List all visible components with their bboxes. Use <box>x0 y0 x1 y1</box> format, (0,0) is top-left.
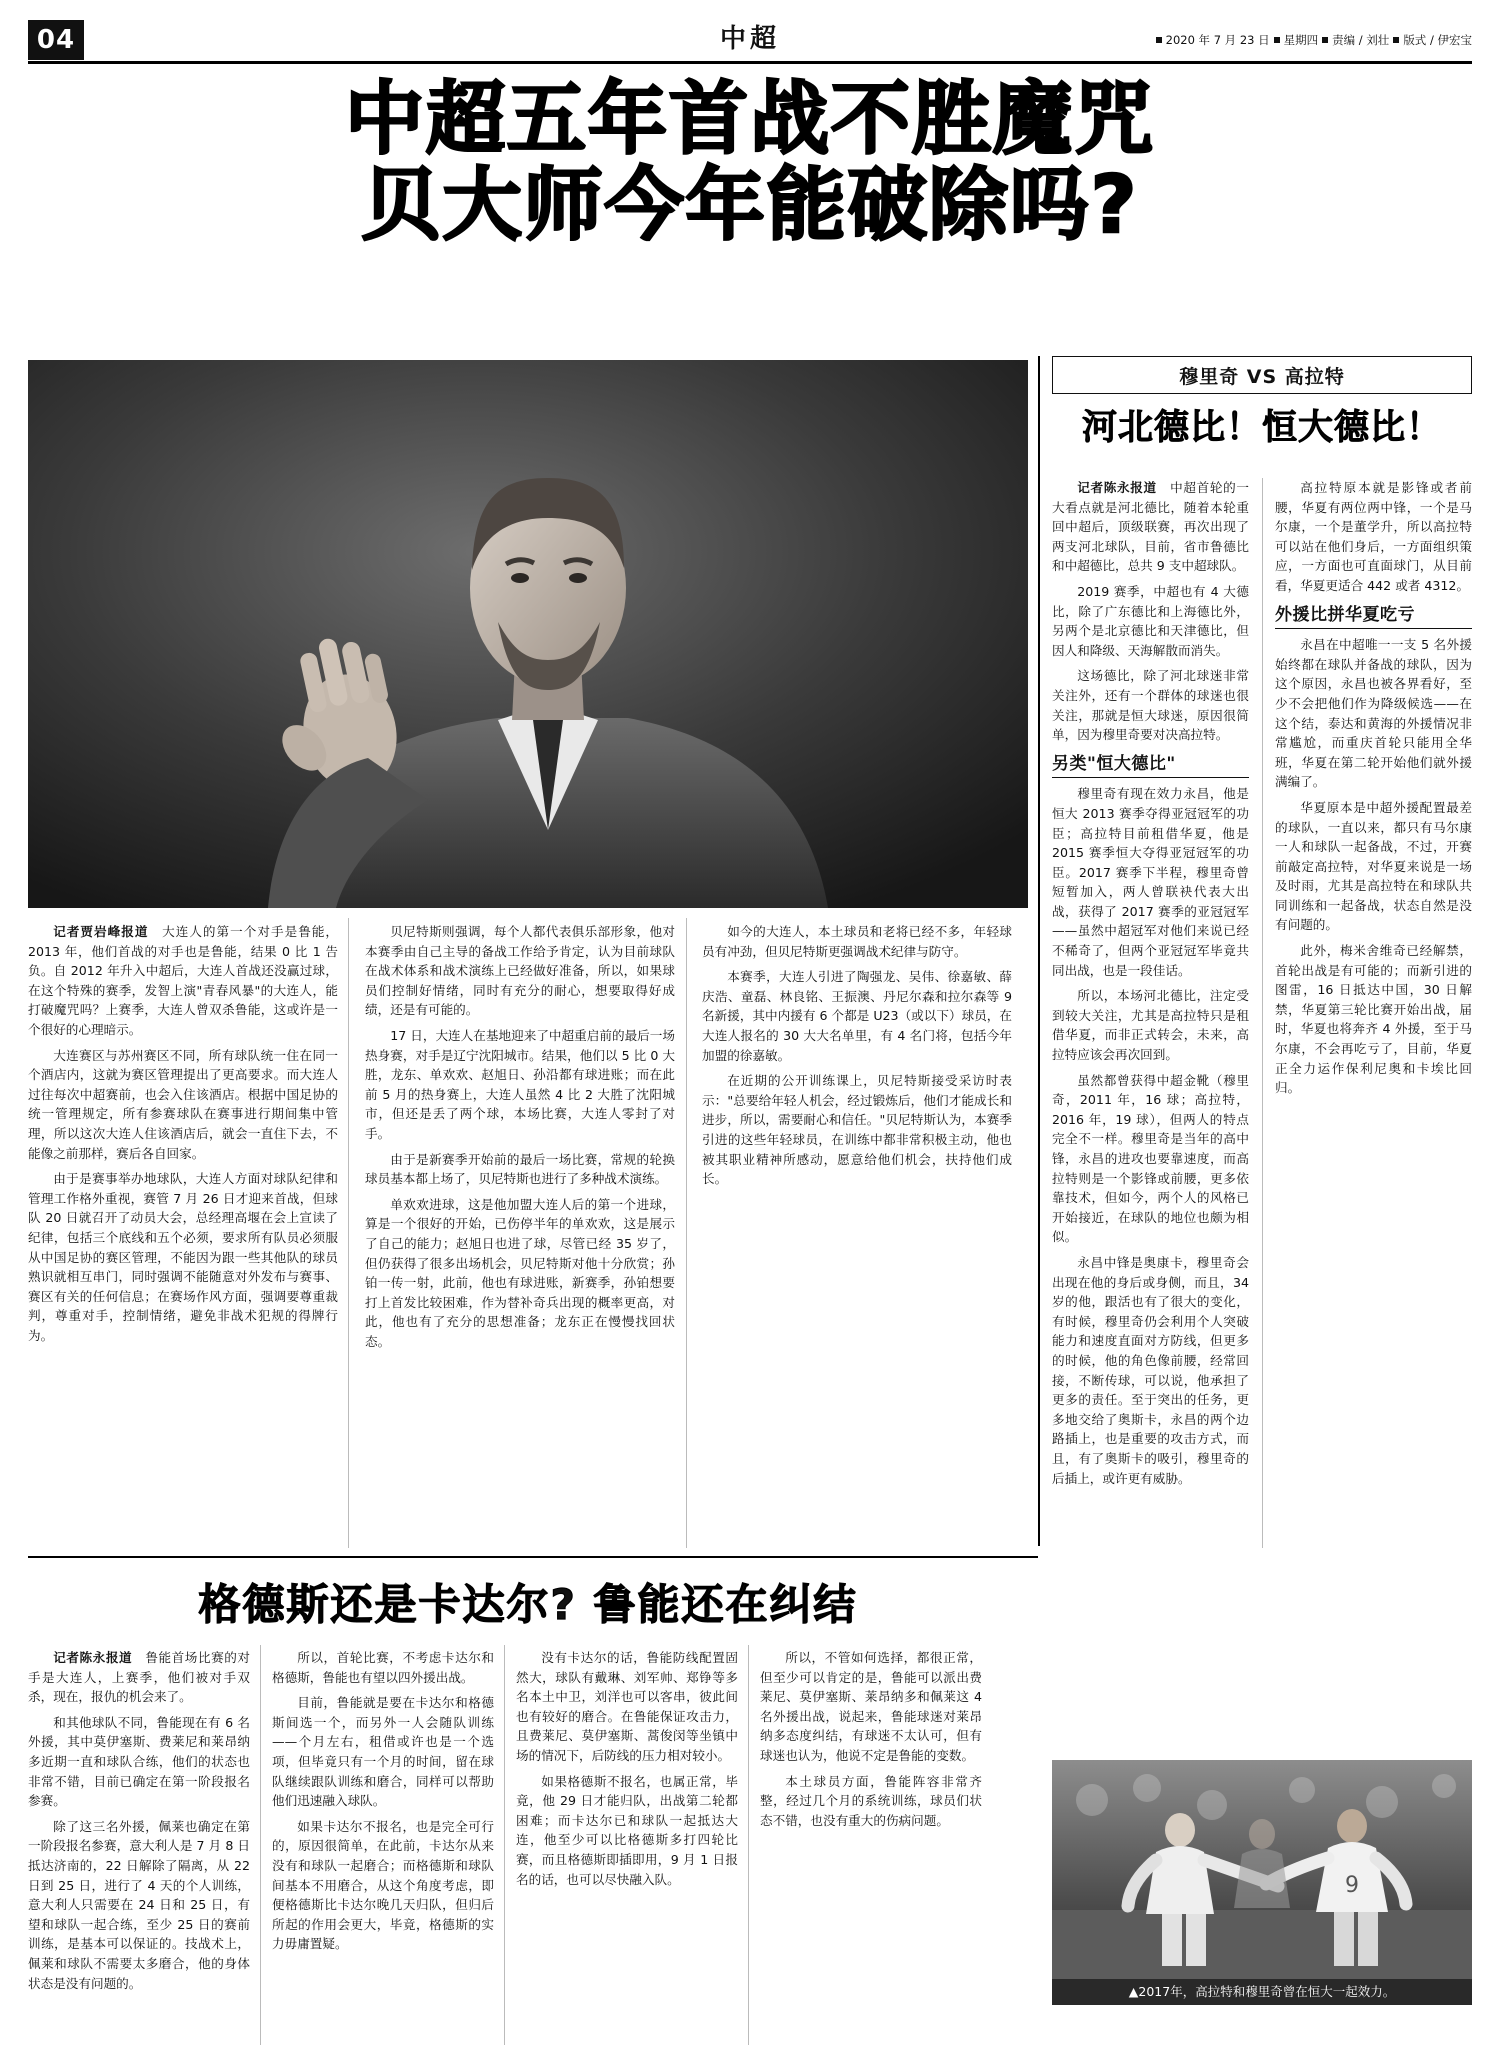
paragraph: 贝尼特斯则强调，每个人都代表俱乐部形象，他对本赛季由自己主导的备战工作给予肯定，认为目前球队在战术体系和战术演练上已经做好准备，所以，如果球员们控制好情绪，同时有充分的耐心，想要取得好成绩，还是有可能的。 <box>365 924 675 1018</box>
bottom-article-col-3 <box>516 1648 738 2048</box>
column-rule-right <box>1038 356 1040 1546</box>
sidebar-headline: 河北德比！恒大德比！ <box>1081 408 1442 448</box>
column-rule-2 <box>686 918 687 1548</box>
paragraph: 永昌在中超唯一一支 5 名外援始终都在球队并备战的球队，因为这个原因，永昌也被各界看好，至少不会把他们作为降级候选——在这个结，泰达和黄海的外援情况非常尴尬，而重庆首轮只能用全华班，华夏在第二轮开始他们就外援满编了。 <box>1275 637 1472 790</box>
masthead <box>28 20 1472 62</box>
bottom-article-col-1 <box>28 1648 250 2048</box>
photo-caption-overlay: ▲2017年，高拉特和穆里奇曾在恒大一起效力。 <box>1052 1979 1472 2005</box>
meta-date: 2020 年 7 月 23 日 <box>1165 33 1270 47</box>
paragraph: 穆里奇有现在效力永昌，他是恒大 2013 赛季夺得亚冠冠军的功臣；高拉特目前租借华夏，他是 2015 赛季恒大夺得亚冠冠军的功臣。2017 赛季下半程，穆里奇曾短暂加入，两人曾联袂代表大出战，获得了 2017 赛季的亚冠冠军——虽然中超冠军对他们来说已经不稀奇了，但两个亚冠冠军毕竟共同出战，也是一段佳话。 <box>1052 786 1249 978</box>
square-bullet-icon <box>1274 37 1280 43</box>
bottom-article-col-2 <box>272 1648 494 2048</box>
paragraph: 虽然都曾获得中超金靴（穆里奇，2011 年，16 球；高拉特，2016 年，19 球），但两人的特点完全不一样。穆里奇是当年的高中锋，永昌的进攻也要靠速度，而高拉特则是一个影锋或前腰，更多依靠技术，但如今，两个人的风格已开始接近，在球队的地位也颇为相似。 <box>1052 1072 1249 1245</box>
bottom-column-rule-3 <box>748 1645 749 2045</box>
meta-editor: 责编 / 刘壮 <box>1332 33 1390 47</box>
paragraph: 所以，不管如何选择，都很正常，但至少可以肯定的是，鲁能可以派出费莱尼、莫伊塞斯、莱昂纳多和佩莱这 4 名外援出战，说起来，鲁能球迷对莱昂纳多态度纠结，有球迷不太认可，但有球迷也认为，他说不定是鲁能的变数。 <box>760 1650 982 1763</box>
paragraph: 华夏原本是中超外援配置最差的球队，一直以来，都只有马尔康一人和球队一起备战，不过，开赛前敲定高拉特，对华夏来说是一场及时雨，尤其是高拉特在和球队共同训练和一起备战，状态自然是没有问题的。 <box>1275 799 1472 933</box>
paragraph: 大连赛区与苏州赛区不同，所有球队统一住在同一个酒店内，这就为赛区管理提出了更高要求。而大连人过往每次中超赛前，也会入住该酒店。根据中国足协的统一管理规定，所有参赛球队在赛事进行期间集中管理，所以这次大连人住该酒店后，就会一直住下去，不能像之前那样，赛后各自回家。 <box>28 1047 338 1161</box>
headline-line-1: 中超五年首战不胜魔咒 <box>345 73 1155 165</box>
paragraph: 所以，本场河北德比，注定受到较大关注，尤其是高拉特只是租借华夏，而非正式转会，未来，高拉特应该会再次回到。 <box>1052 988 1249 1063</box>
masthead-meta <box>1152 28 1472 52</box>
paragraph: 高拉特原本就是影锋或者前腰，华夏有两位两中锋，一个是马尔康，一个是董学升，所以高拉特可以站在他们身后，一方面组织策应，一方面也可直面球门，从目前看，华夏更适合 442 或者 4312。 <box>1275 480 1472 593</box>
paragraph: 如今的大连人，本土球员和老将已经不多，年轻球员有冲劲，但贝尼特斯更强调战术纪律与防守。 <box>702 924 1012 959</box>
paragraph: 除了这三名外援，佩莱也确定在第一阶段报名参赛，意大利人是 7 月 8 日抵达济南的，22 日解除了隔离，从 22 日到 25 日，进行了 4 天的个人训练，意大利人只需要在 24 日和 25 日，有望和球队一起合练，至少 25 日的赛前训练，是基本可以保证的。技战术上，佩莱和球队不需要太多磨合，他的身体状态是没有问题的。 <box>28 1818 250 1991</box>
square-bullet-icon <box>1393 37 1399 43</box>
section-title: 中超 <box>719 24 780 54</box>
main-article-byline: 记者贾岩峰报道 <box>53 924 149 939</box>
headline <box>28 73 1472 251</box>
sidebar-box-title: 穆里奇 VS 高拉特 <box>1052 356 1472 394</box>
sidebar-article <box>1052 356 1472 460</box>
sidebar-byline: 记者陈永报道 <box>1077 480 1157 495</box>
main-photo <box>28 360 1028 908</box>
paragraph: 这场德比，除了河北球迷非常关注外，还有一个群体的球迷也很关注，那就是恒大球迷，原因很简单，因为穆里奇要对决高拉特。 <box>1052 668 1249 743</box>
main-article-col-3 <box>702 922 1012 1552</box>
paragraph: 所以，首轮比赛，不考虑卡达尔和格德斯，鲁能也有望以四外援出战。 <box>272 1650 494 1685</box>
paragraph: 永昌中锋是奥康卡，穆里奇会出现在他的身后或身侧，而且，34 岁的他，跟活也有了很大的变化，有时候，穆里奇仍会利用个人突破能力和速度直面对方防线，但更多的时候，他的角色像前腰，经常回接，不断传球，可以说，他承担了更多的责任。至于突出的任务，更多地交给了奥斯卡，永昌的两个边路插上，也是重要的攻击方式，而且，有了奥斯卡的吸引，穆里奇的后插上，或许更有威胁。 <box>1052 1254 1249 1486</box>
meta-layout: 版式 / 伊宏宝 <box>1403 33 1472 47</box>
paragraph: 由于是赛事举办地球队，大连人方面对球队纪律和管理工作格外重视，赛管 7 月 26 日才迎来首战，但球队 20 日就召开了动员大会，总经理高堰在会上宣读了纪律，包括三个底线和五个必须，要求所有队员必须服从中国足协的赛区管理，不能因为跟一些其他队的球员熟识就相互串门，同时强调不能随意对外发布与赛事、赛区有关的任何信息；在赛场作风方面，强调要尊重裁判，尊重对手，控制情绪，避免非战术犯规的得牌行为。 <box>28 1171 338 1343</box>
bottom-article-byline: 记者陈永报道 <box>53 1650 133 1665</box>
bottom-column-rule-1 <box>260 1645 261 2045</box>
paragraph: 此外，梅米舍维奇已经解禁，首轮出战是有可能的；而新引进的图雷，16 日抵达中国，30 日解禁，华夏第三轮比赛开始出战，届时，华夏也将奔齐 4 外援，至于马尔康，不会再吃亏了，目前，华夏正全力运作保利尼奥和卡埃比回归。 <box>1275 943 1472 1096</box>
paragraph: 中超首轮的一大看点就是河北德比，随着本轮重回中超后，顶级联赛，再次出现了两支河北球队，目前，省市鲁德比和中超德比，总共 9 支中超球队。 <box>1052 480 1250 574</box>
headline-line-2: 贝大师今年能破除吗? <box>361 159 1139 251</box>
sidebar-col-2 <box>1275 478 1472 1548</box>
paragraph: 大连人的第一个对手是鲁能，2013 年，他们首战的对手也是鲁能，结果 0 比 1 告负。自 2012 年升入中超后，大连人首战还没赢过球，在这个特殊的赛季，发智上演"青春风暴"的大连人，能打破魔咒吗？上赛季，大连人曾双杀鲁能，这或许是一个很好的心理暗示。 <box>28 924 339 1037</box>
secondary-photo <box>1052 1760 1472 2005</box>
column-rule-1 <box>348 918 349 1548</box>
bottom-column-rule-2 <box>504 1645 505 2045</box>
paragraph: 17 日，大连人在基地迎来了中超重启前的最后一场热身赛，对手是辽宁沈阳城市。结果，他们以 5 比 0 大胜，龙东、单欢欢、赵旭日、孙沿都有球进账；而在此前 5 月的热身赛上，大连人虽然 4 比 2 大胜了沈阳城市，但还是丢了两个球，本场比赛，大连人零封了对手。 <box>365 1027 675 1141</box>
main-article-col-2 <box>365 922 675 1552</box>
paragraph: 目前，鲁能就是要在卡达尔和格德斯间选一个，而另外一人会随队训练——个月左右，租借或许也是一个选项，但毕竟只有一个月的时间，留在球队继续跟队训练和磨合，同样可以帮助他们迅速融入球队。 <box>272 1695 494 1809</box>
sidebar-subhead-1: 另类"恒大德比" <box>1052 755 1249 779</box>
paragraph: 鲁能首场比赛的对手是大连人，上赛季，他们被对手双杀，现在，报仇的机会来了。 <box>28 1650 251 1705</box>
paragraph: 由于是新赛季开始前的最后一场比赛，常规的轮换球员基本都上场了，贝尼特斯也进行了多种战术演练。 <box>365 1151 675 1187</box>
main-article-col-1 <box>28 922 338 1552</box>
paragraph: 没有卡达尔的话，鲁能防线配置固然大，球队有戴琳、刘军帅、郑铮等多名本土中卫，刘洋也可以客串，彼此间也有较好的磨合。在鲁能保证攻击力，且费莱尼、莫伊塞斯、蒿俊闵等坐镇中场的情况下，后防线的压力相对较小。 <box>516 1650 738 1763</box>
masthead-rule <box>28 61 1472 64</box>
square-bullet-icon <box>1322 37 1328 43</box>
sidebar-subhead-2: 外援比拼华夏吃亏 <box>1275 606 1472 630</box>
paragraph: 本土球员方面，鲁能阵容非常齐整，经过几个月的系统训练，球员们状态不错，也没有重大的伤病问题。 <box>760 1773 982 1828</box>
paragraph: 在近期的公开训练课上，贝尼特斯接受采访时表示："总要给年轻人机会，经过锻炼后，他们才能成长和进步，所以，需要耐心和信任。"贝尼特斯认为，本赛季引进的这些年轻球员，在训练中都非常积极主动，他也被其职业精神所感动，愿意给他们机会，扶持他们成长。 <box>702 1073 1012 1187</box>
paragraph: 本赛季，大连人引进了陶强龙、吴伟、徐嘉敏、薛庆浩、童磊、林良铭、王振澳、丹尼尔森和拉尔森等 9 名新援，其中内援有 6 个都是 U23（或以下）球员，在大连人报名的 30 大大名单里，有 4 名门将，包括今年加盟的徐嘉敏。 <box>702 969 1012 1063</box>
paragraph: 如果格德斯不报名，也属正常，毕竟，他 29 日才能归队，出战第二轮都困难；而卡达尔已和球队一起抵达大连，他至少可以比格德斯多打四轮比赛，而且格德斯即插即用，9 月 1 日报名的话，也可以尽快融入队。 <box>516 1773 738 1887</box>
bottom-article-title: 格德斯还是卡达尔? 鲁能还在纠结 <box>198 1580 858 1629</box>
square-bullet-icon <box>1156 37 1162 43</box>
section-divider <box>28 1556 1038 1558</box>
sidebar-column-rule <box>1262 478 1263 1548</box>
meta-weekday: 星期四 <box>1283 33 1319 47</box>
page-number: 04 <box>28 20 84 60</box>
paragraph: 单欢欢进球，这是他加盟大连人后的第一个进球，算是一个很好的开始，已伤停半年的单欢欢，这是展示了自己的能力；赵旭日也进了球，尽管已经 35 岁了，但仍获得了很多出场机会，贝尼特斯对他十分欣赏；孙铂一传一射，此前，他也有球进账，新赛季，孙铂想要打上首发比较困难，作为替补奇兵出现的概率更高，对此，他也有了充分的思想准备；龙东正在慢慢找回状态。 <box>365 1196 675 1349</box>
svg-text:9: 9 <box>1345 1873 1359 1898</box>
paragraph: 2019 赛季，中超也有 4 大德比，除了广东德比和上海德比外，另两个是北京德比和天津德比，但因人和降级、天海解散而消失。 <box>1052 583 1249 658</box>
paragraph: 和其他球队不同，鲁能现在有 6 名外援，其中莫伊塞斯、费莱尼和莱昂纳多近期一直和球队合练，他们的状态也非常不错，目前已确定在第一阶段报名参赛。 <box>28 1714 250 1809</box>
sidebar-col-1 <box>1052 478 1249 1548</box>
paragraph: 如果卡达尔不报名，也是完全可行的，原因很简单，在此前，卡达尔从来没有和球队一起磨合；而格德斯和球队间基本不用磨合，从这个角度考虑，即便格德斯比卡达尔晚几天归队，但归后所起的作用会更大，毕竟，格德斯的实力毋庸置疑。 <box>272 1818 494 1952</box>
bottom-article-col-4 <box>760 1648 982 2048</box>
